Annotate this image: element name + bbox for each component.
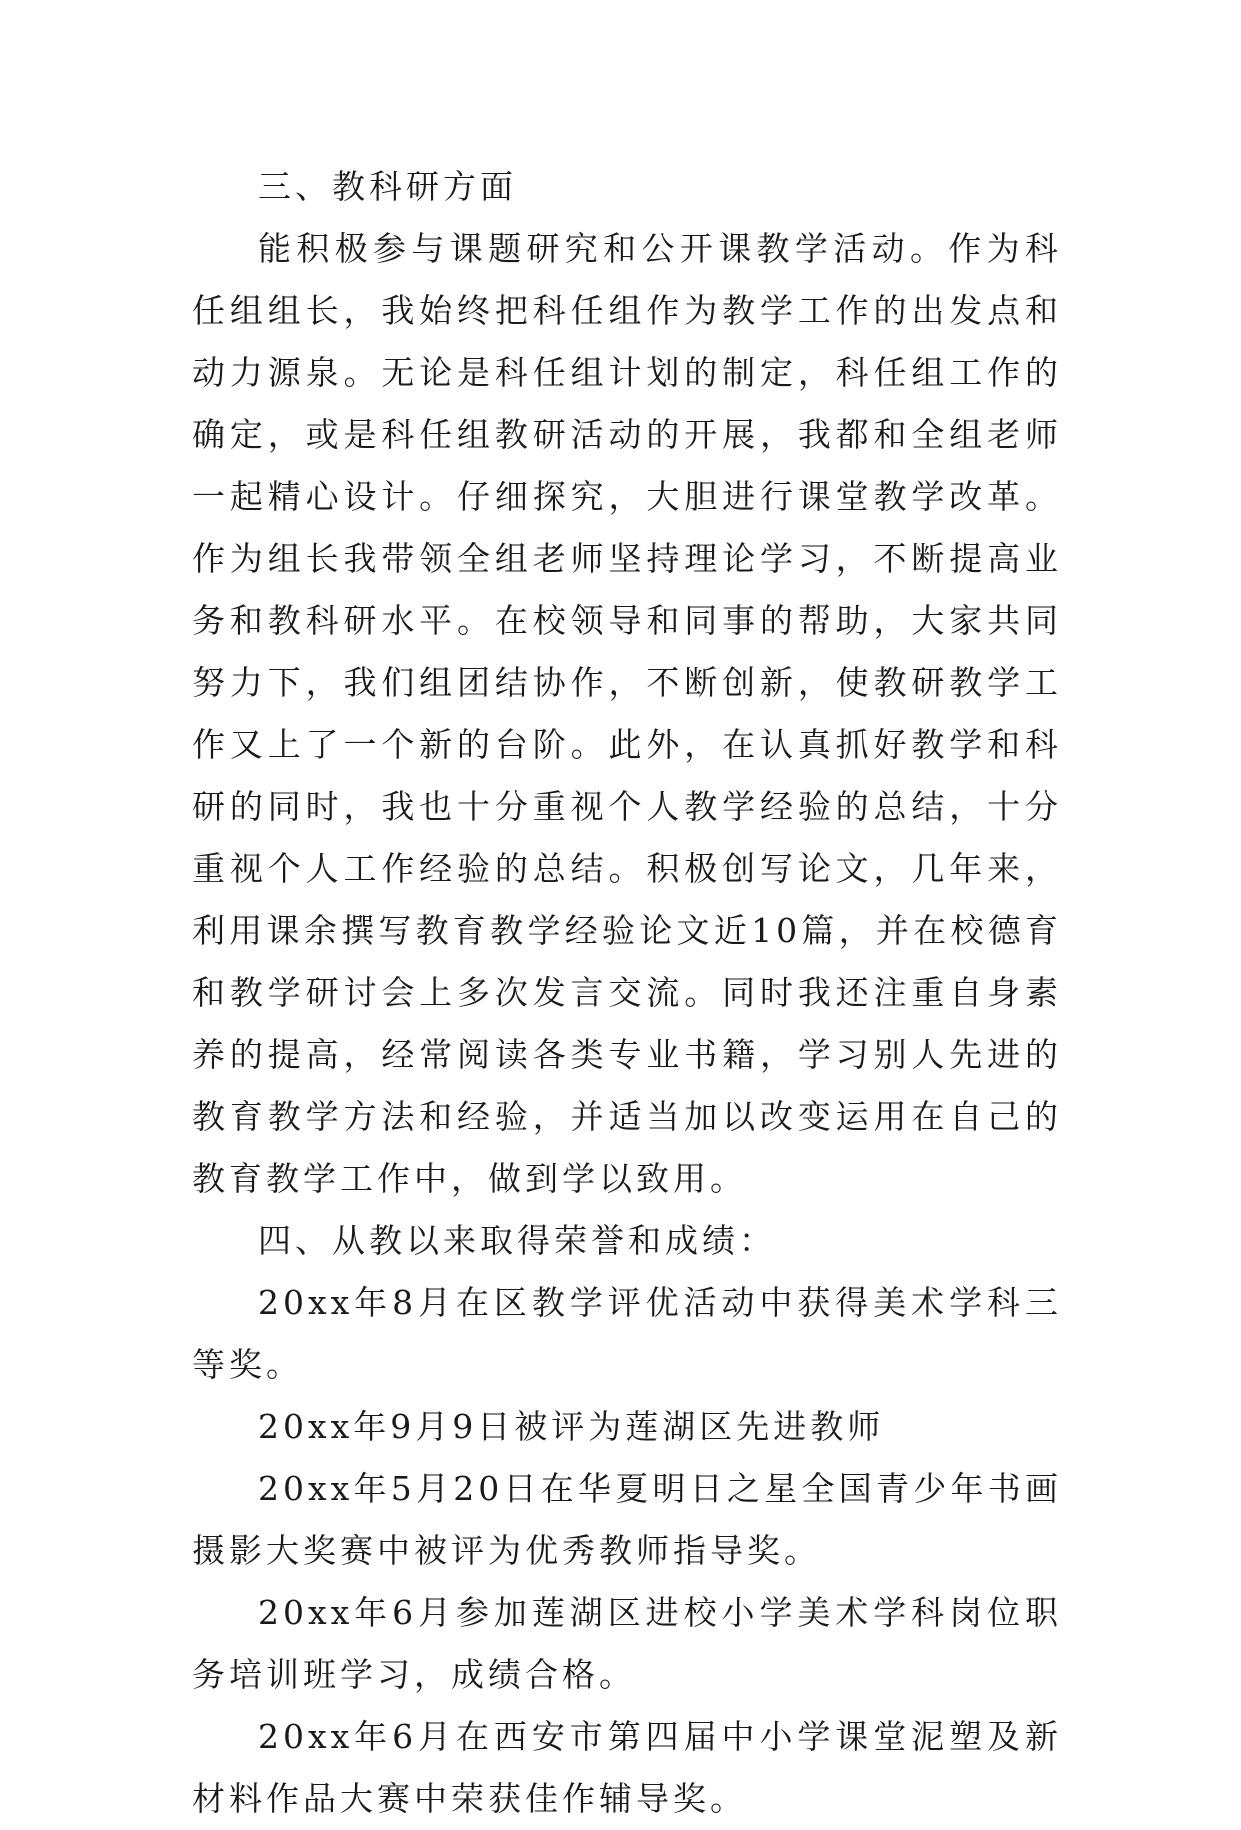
honor-item: 20xx年8月在区教学评优活动中获得美术学科三等奖。 <box>192 1283 1062 1384</box>
honor-item: 20xx年6月在西安市第四届中小学课堂泥塑及新材料作品大赛中荣获佳作辅导奖。 <box>192 1717 1062 1818</box>
research-paragraph: 能积极参与课题研究和公开课教学活动。作为科任组组长，我始终把科任组作为教学工作的出发点和动力源泉。无论是科任组计划的制定，科任组工作的确定，或是科任组教研活动的开展，我都和全组老师一起精心设计。仔细探究，大胆进行课堂教学改革。作为组长我带领全组老师坚持理论学习，不断提高业务和教科研水平。在校领导和同事的帮助，大家共同努力下，我们组团结协作，不断创新，使教研教学工作又上了一个新的台阶。此外，在认真抓好教学和科研的同时，我也十分重视个人教学经验的总结，十分重视个人工作经验的总结。积极创写论文，几年来，利用课余撰写教育教学经验论文近10篇，并在校德育和教学研讨会上多次发言交流。同时我还注重自身素养的提高，经常阅读各类专业书籍，学习别人先进的教育教学方法和经验，并适当加以改变运用在自己的教育教学工作中，做到学以致用。 <box>192 229 1062 1198</box>
section-heading-honors: 四、从教以来取得荣誉和成绩： <box>258 1221 776 1260</box>
document-body <box>192 156 1062 1830</box>
section-heading-research: 三、教科研方面 <box>258 167 517 206</box>
honor-item: 20xx年9月9日被评为莲湖区先进教师 <box>258 1407 885 1446</box>
honor-item: 20xx年6月参加莲湖区进校小学美术学科岗位职务培训班学习，成绩合格。 <box>192 1593 1062 1694</box>
honor-item: 20xx年5月20日在华夏明日之星全国青少年书画摄影大奖赛中被评为优秀教师指导奖。 <box>192 1469 1062 1570</box>
